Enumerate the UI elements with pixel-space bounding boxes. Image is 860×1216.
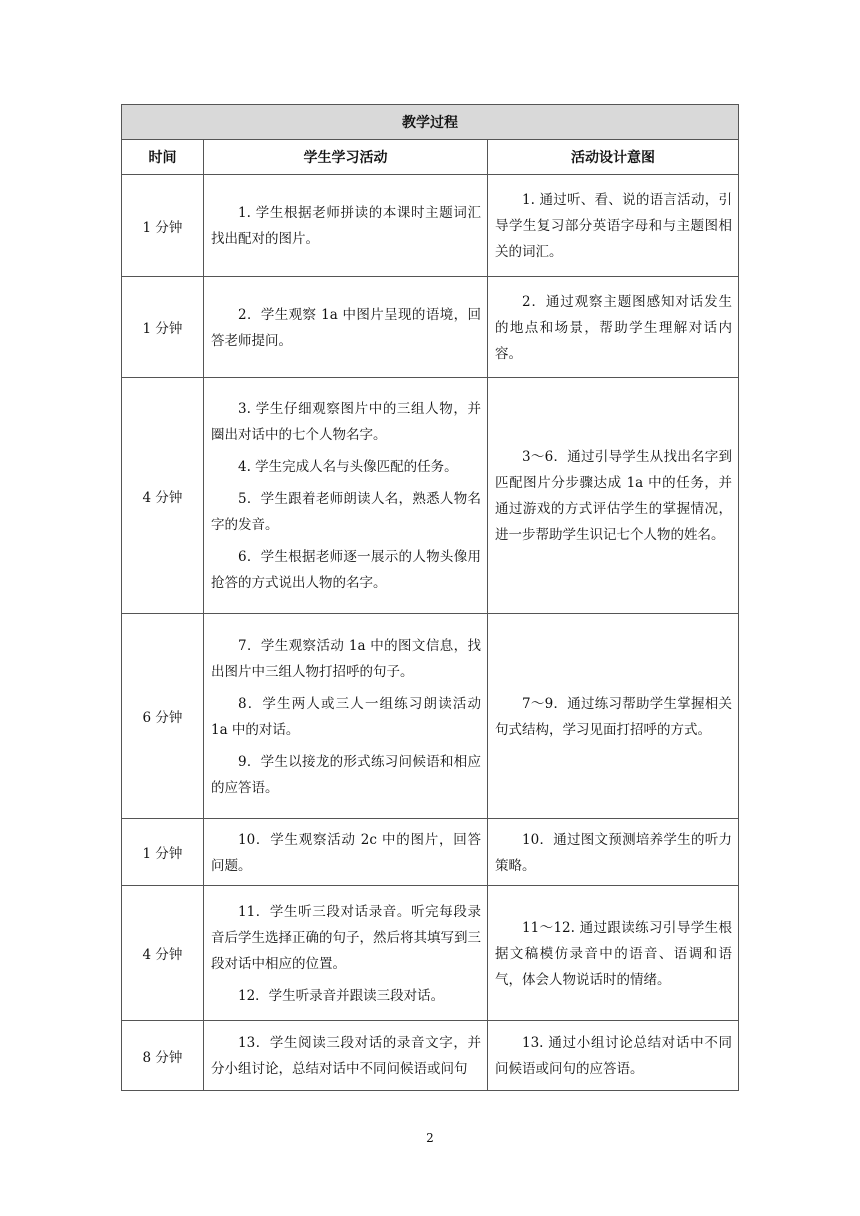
table-row: [122, 175, 739, 277]
header-activity: 学生学习活动: [204, 140, 488, 175]
intent-cell: [488, 819, 739, 886]
intent-cell: [488, 175, 739, 277]
activity-cell: [204, 378, 488, 614]
intent-text: 1. 通过听、看、说的语言活动，引导学生复习部分英语字母和与主题图相关的词汇。: [495, 192, 732, 260]
table-row: [122, 886, 739, 1021]
activity-text: 10．学生观察活动 2c 中的图片，回答问题。: [211, 831, 481, 874]
intent-cell: [488, 378, 739, 614]
intent-text: 2．通过观察主题图感知对话发生的地点和场景，帮助学生理解对话内容。: [495, 293, 732, 362]
intent-cell: [488, 277, 739, 378]
time-cell: 8 分钟: [122, 1021, 204, 1091]
page-number: 2: [426, 1131, 434, 1145]
table-row: [122, 819, 739, 886]
intent-text: 13. 通过小组讨论总结对话中不同问候语或问句的应答语。: [495, 1035, 732, 1077]
activity-text: 5．学生跟着老师朗读人名，熟悉人物名字的发音。: [211, 491, 481, 533]
intent-text: 3～6．通过引导学生从找出名字到匹配图片分步骤达成 1a 中的任务，并通过游戏的方式评估学生的掌握情况，进一步帮助学生识记七个人物的姓名。: [495, 449, 732, 543]
header-time: 时间: [122, 140, 204, 175]
activity-cell: [204, 277, 488, 378]
intent-text: 11～12. 通过跟读练习引导学生根据文稿模仿录音中的语音、语调和语气，体会人物说话时的情绪。: [495, 919, 732, 988]
activity-text: 1. 学生根据老师拼读的本课时主题词汇找出配对的图片。: [211, 205, 481, 247]
activity-cell: [204, 175, 488, 277]
table-row: [122, 1021, 739, 1091]
table-header-row: [122, 140, 739, 175]
table-row: [122, 614, 739, 819]
activity-text: 8．学生两人或三人一组练习朗读活动 1a 中的对话。: [211, 695, 481, 738]
activity-text: 2．学生观察 1a 中图片呈现的语境，回答老师提问。: [211, 306, 481, 349]
intent-text: 7～9．通过练习帮助学生掌握相关句式结构，学习见面打招呼的方式。: [495, 695, 732, 738]
time-cell: 1 分钟: [122, 819, 204, 886]
table-title: 教学过程: [122, 105, 739, 140]
intent-cell: [488, 1021, 739, 1091]
activity-cell: [204, 886, 488, 1021]
activity-text: 12．学生听录音并跟读三段对话。: [238, 987, 445, 1004]
table-row: [122, 378, 739, 614]
time-cell: 1 分钟: [122, 175, 204, 277]
intent-cell: [488, 614, 739, 819]
activity-text: 11．学生听三段对话录音。听完每段录音后学生选择正确的句子，然后将其填写到三段对话中相应的位置。: [211, 903, 481, 972]
time-cell: 1 分钟: [122, 277, 204, 378]
intent-cell: [488, 886, 739, 1021]
time-cell: 4 分钟: [122, 378, 204, 614]
teaching-process-table: [121, 104, 739, 1091]
activity-cell: [204, 819, 488, 886]
time-cell: 4 分钟: [122, 886, 204, 1021]
activity-text: 6．学生根据老师逐一展示的人物头像用抢答的方式说出人物的名字。: [211, 549, 481, 591]
intent-text: 10．通过图文预测培养学生的听力策略。: [495, 831, 732, 874]
activity-text: 7．学生观察活动 1a 中的图文信息，找出图片中三组人物打招呼的句子。: [211, 637, 481, 680]
time-cell: 6 分钟: [122, 614, 204, 819]
header-intent: 活动设计意图: [488, 140, 739, 175]
activity-text: 4. 学生完成人名与头像匹配的任务。: [238, 459, 458, 475]
activity-cell: [204, 1021, 488, 1091]
activity-text: 9．学生以接龙的形式练习问候语和相应的应答语。: [211, 753, 481, 796]
activity-text: 3. 学生仔细观察图片中的三组人物，并圈出对话中的七个人物名字。: [211, 401, 481, 443]
table-row: [122, 277, 739, 378]
table-title-row: [122, 105, 739, 140]
activity-text: 13．学生阅读三段对话的录音文字，并分小组讨论，总结对话中不同问候语或问句: [211, 1035, 481, 1077]
activity-cell: [204, 614, 488, 819]
